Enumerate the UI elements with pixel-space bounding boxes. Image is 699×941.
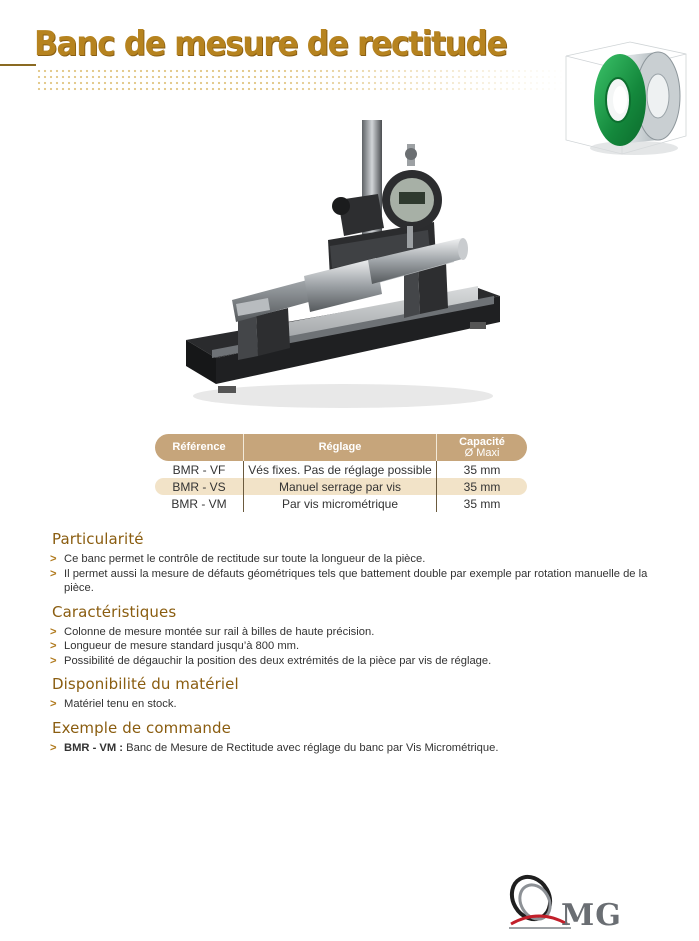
col-reference: Référence [155,434,243,461]
cell-reference: BMR - VF [172,462,226,477]
cell-capacite: 35 mm [436,461,527,478]
table-header-row [155,434,527,461]
list-item [50,552,650,567]
chevron-bullet-icon: > [50,654,57,667]
list-item-text: Matériel tenu en stock. [64,698,177,710]
section-heading: Exemple de commande [52,718,231,737]
col-capacite-label: Capacité [459,435,505,448]
list-item [50,697,650,712]
chevron-bullet-icon: > [50,553,57,565]
list-item [50,639,650,654]
section-heading: Particularité [52,530,144,548]
dotted-banner [36,68,566,92]
section-heading: Caractéristiques [52,602,177,621]
title-rule [0,64,36,66]
table-row [155,478,527,495]
section-particularite [50,530,650,596]
list-item-text: Banc de Mesure de Rectitude avec réglage du banc par Vis Micrométrique. [126,741,499,754]
col-reglage: Réglage [243,434,436,461]
chevron-bullet-icon: > [50,625,57,638]
cell-reference: BMR - VM [171,496,227,511]
section-disponibilite [50,675,650,712]
section-commande [50,719,650,756]
cell-reference: BMR - VS [155,478,243,495]
green-ring-icon [560,36,690,162]
col-capacite-sub: Ø Maxi [464,446,500,459]
cell-reglage: Vés fixes. Pas de réglage possible [243,461,436,478]
page-title: Banc de mesure de rectitude [34,24,507,64]
list-item-text: Possibilité de dégauchir la position des deux extrémités de la pièce par vis de réglage. [64,654,492,667]
chevron-bullet-icon: > [50,741,57,754]
list-item [50,567,650,596]
cell-reglage: Manuel serrage par vis [243,478,436,495]
cell-capacite: 35 mm [436,495,527,512]
list-item [50,654,650,669]
cell-capacite: 35 mm [436,478,527,495]
section-caracteristiques [50,603,650,669]
chevron-bullet-icon: > [50,640,57,652]
cell-reglage: Par vis micrométrique [243,495,436,512]
mg-logo [505,868,635,932]
list-item-text: Il permet aussi la mesure de défauts géométriques tels que battement double par exemple par rotation manuelle de la pièce. [64,567,648,594]
list-item-text: Longueur de mesure standard jusqu’à 800 mm. [64,640,300,652]
section-heading: Disponibilité du matériel [52,675,239,693]
mg-logo-text: MG [561,898,622,933]
col-capacite [436,434,527,461]
table-row [155,461,527,478]
product-table [155,434,527,512]
list-item-text: Ce banc permet le contrôle de rectitude sur toute la longueur de la pièce. [64,553,426,565]
order-code: BMR - VM : [64,741,124,754]
chevron-bullet-icon: > [50,567,57,580]
list-item [50,625,650,640]
table-row [155,495,527,512]
measuring-bench-photo [178,118,508,414]
list-item-text: Colonne de mesure montée sur rail à billes de haute précision. [64,625,375,638]
list-item [50,741,650,756]
content [50,530,650,762]
chevron-bullet-icon: > [50,698,57,710]
